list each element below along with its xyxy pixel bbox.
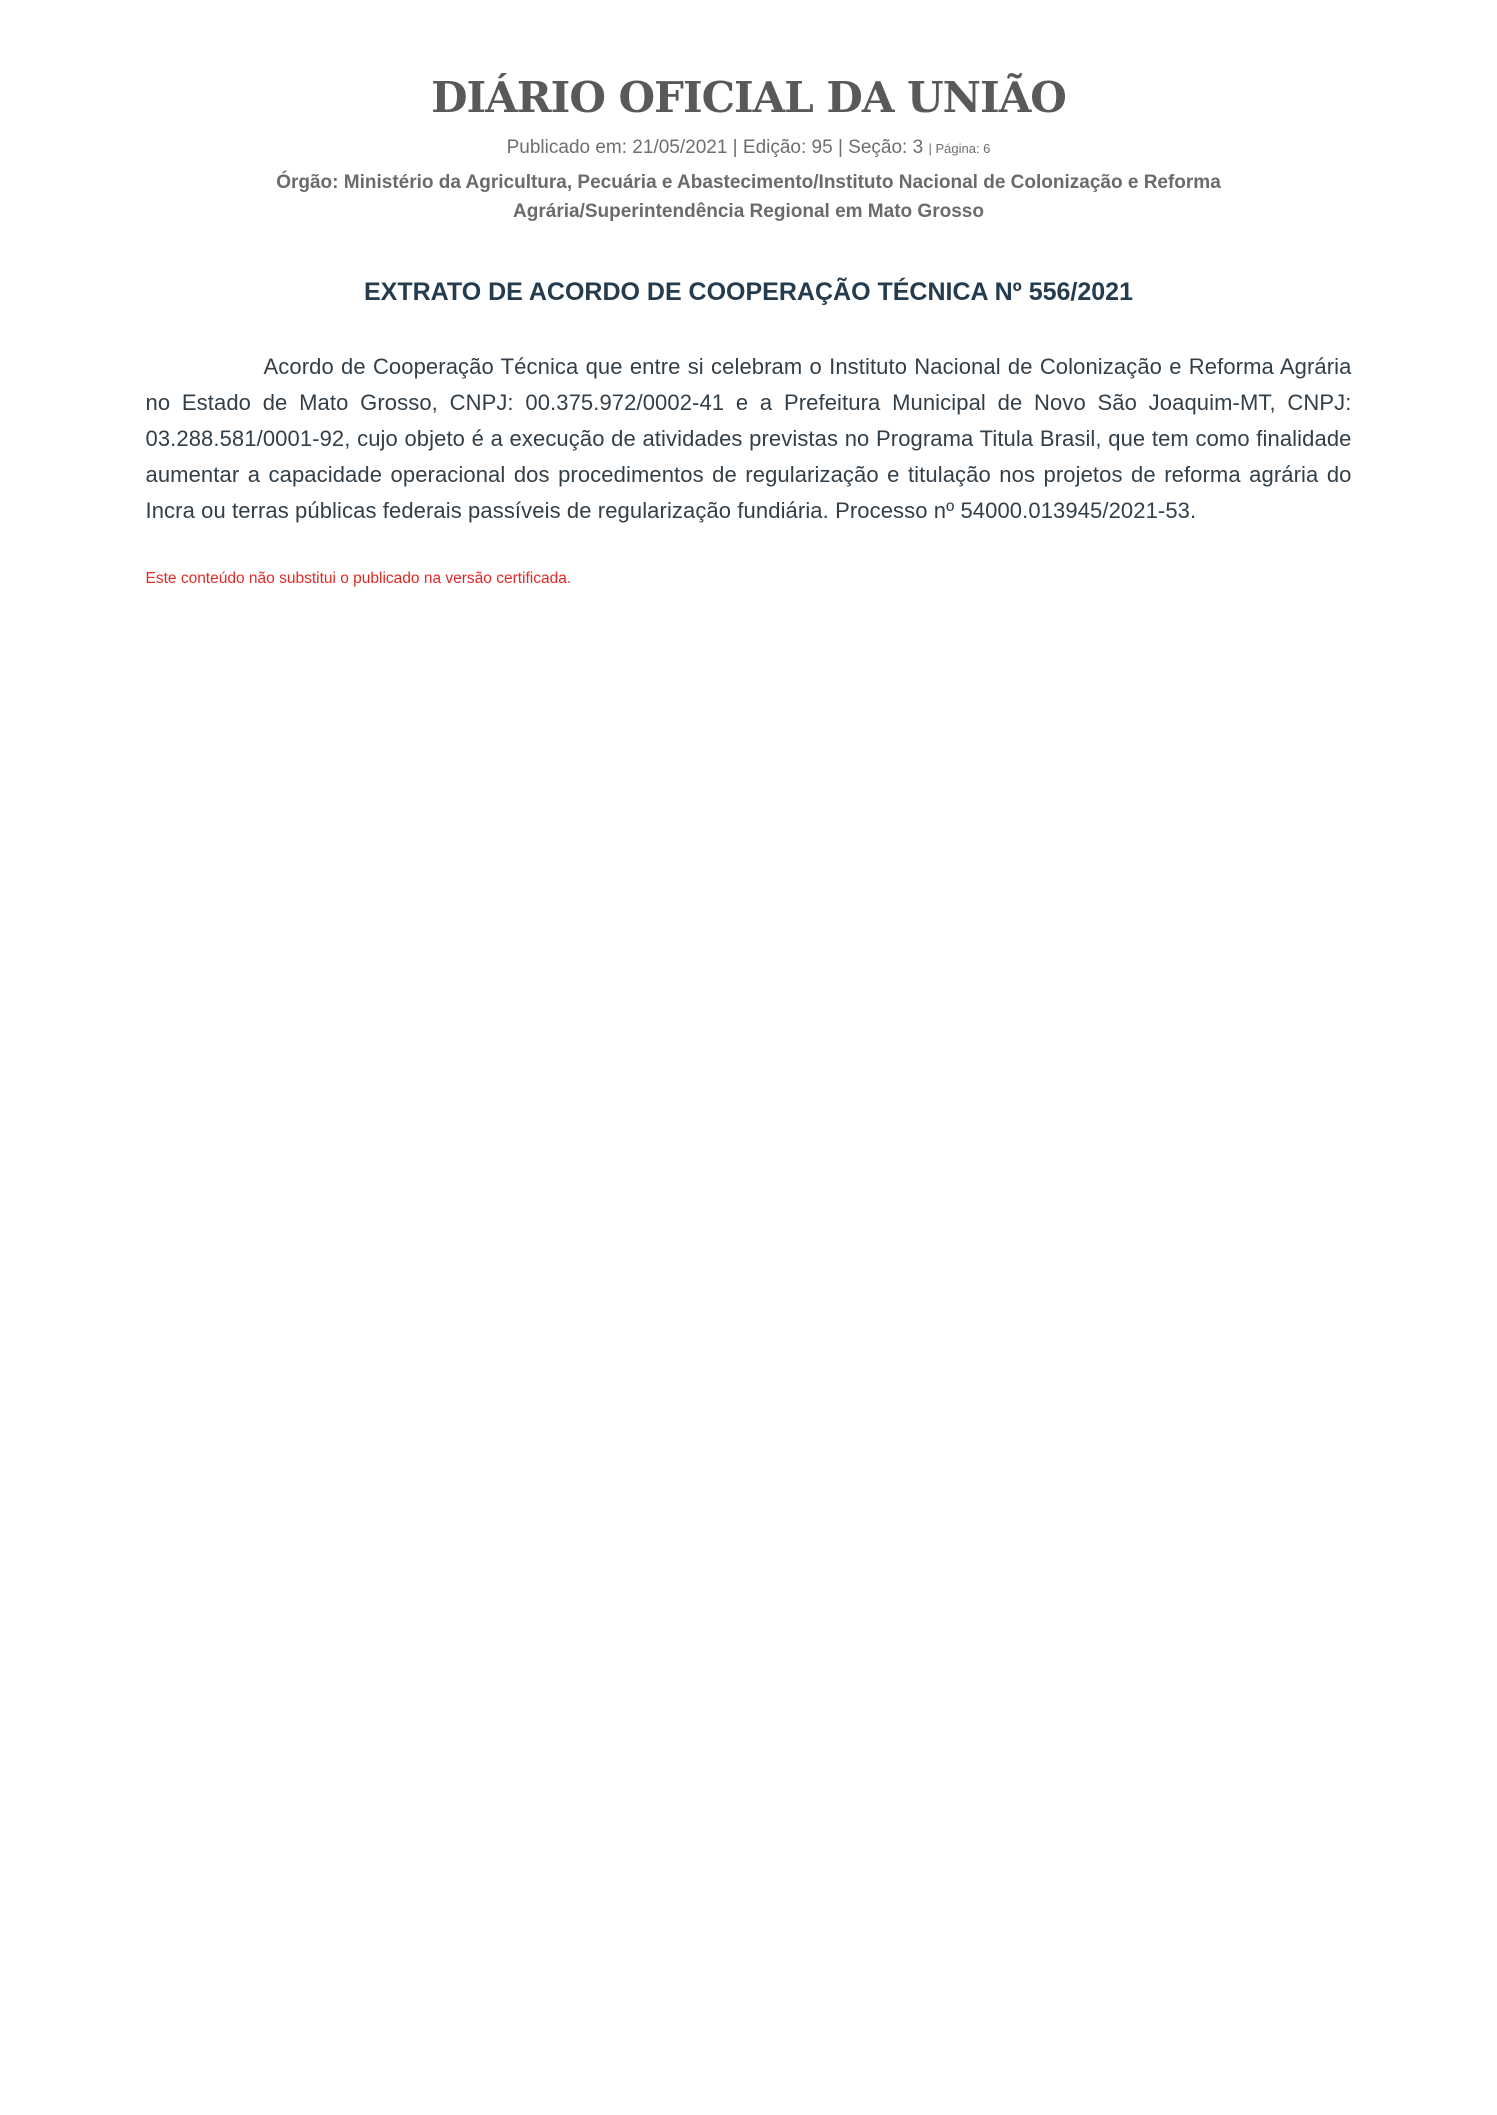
gazette-title: DIÁRIO OFICIAL DA UNIÃO: [431, 73, 1066, 122]
publication-info: Publicado em: 21/05/2021 | Edição: 95 | Seção: 3: [506, 137, 924, 159]
certification-disclaimer: Este conteúdo não substitui o publicado na versão certificada.: [145, 569, 572, 587]
organ-line: Órgão: Ministério da Agricultura, Pecuária e Abastecimento/Instituto Nacional de Colonização e Reforma Agrária/Superintendência Regional em Mato Grosso: [276, 171, 1221, 223]
article-body: Acordo de Cooperação Técnica que entre si celebram o Instituto Nacional de Colonização e Reforma Agrária no Estado de Mato Grosso, CNPJ: 00.375.972/0002-41 e a Prefeitura Municipal de Novo São Joaquim-MT, CNPJ: 03.288.581/0001-92, cujo objeto é a execução de atividades previstas no Programa Titula Brasil, que tem como finalidade aumentar a capacidade operacional dos procedimentos de regularização e titulação nos projetos de reforma agrária do Incra ou terras públicas federais passíveis de regularização fundiária. Processo nº 54000.013945/2021-53.: [145, 353, 1352, 523]
page-number: | Página: 6: [928, 141, 991, 157]
publication-meta: [146, 135, 1352, 161]
article: [146, 277, 1352, 589]
document-content: [146, 0, 1352, 589]
article-heading: EXTRATO DE ACORDO DE COOPERAÇÃO TÉCNICA Nº 556/2021: [364, 277, 1133, 306]
gazette-header: [146, 74, 1352, 227]
